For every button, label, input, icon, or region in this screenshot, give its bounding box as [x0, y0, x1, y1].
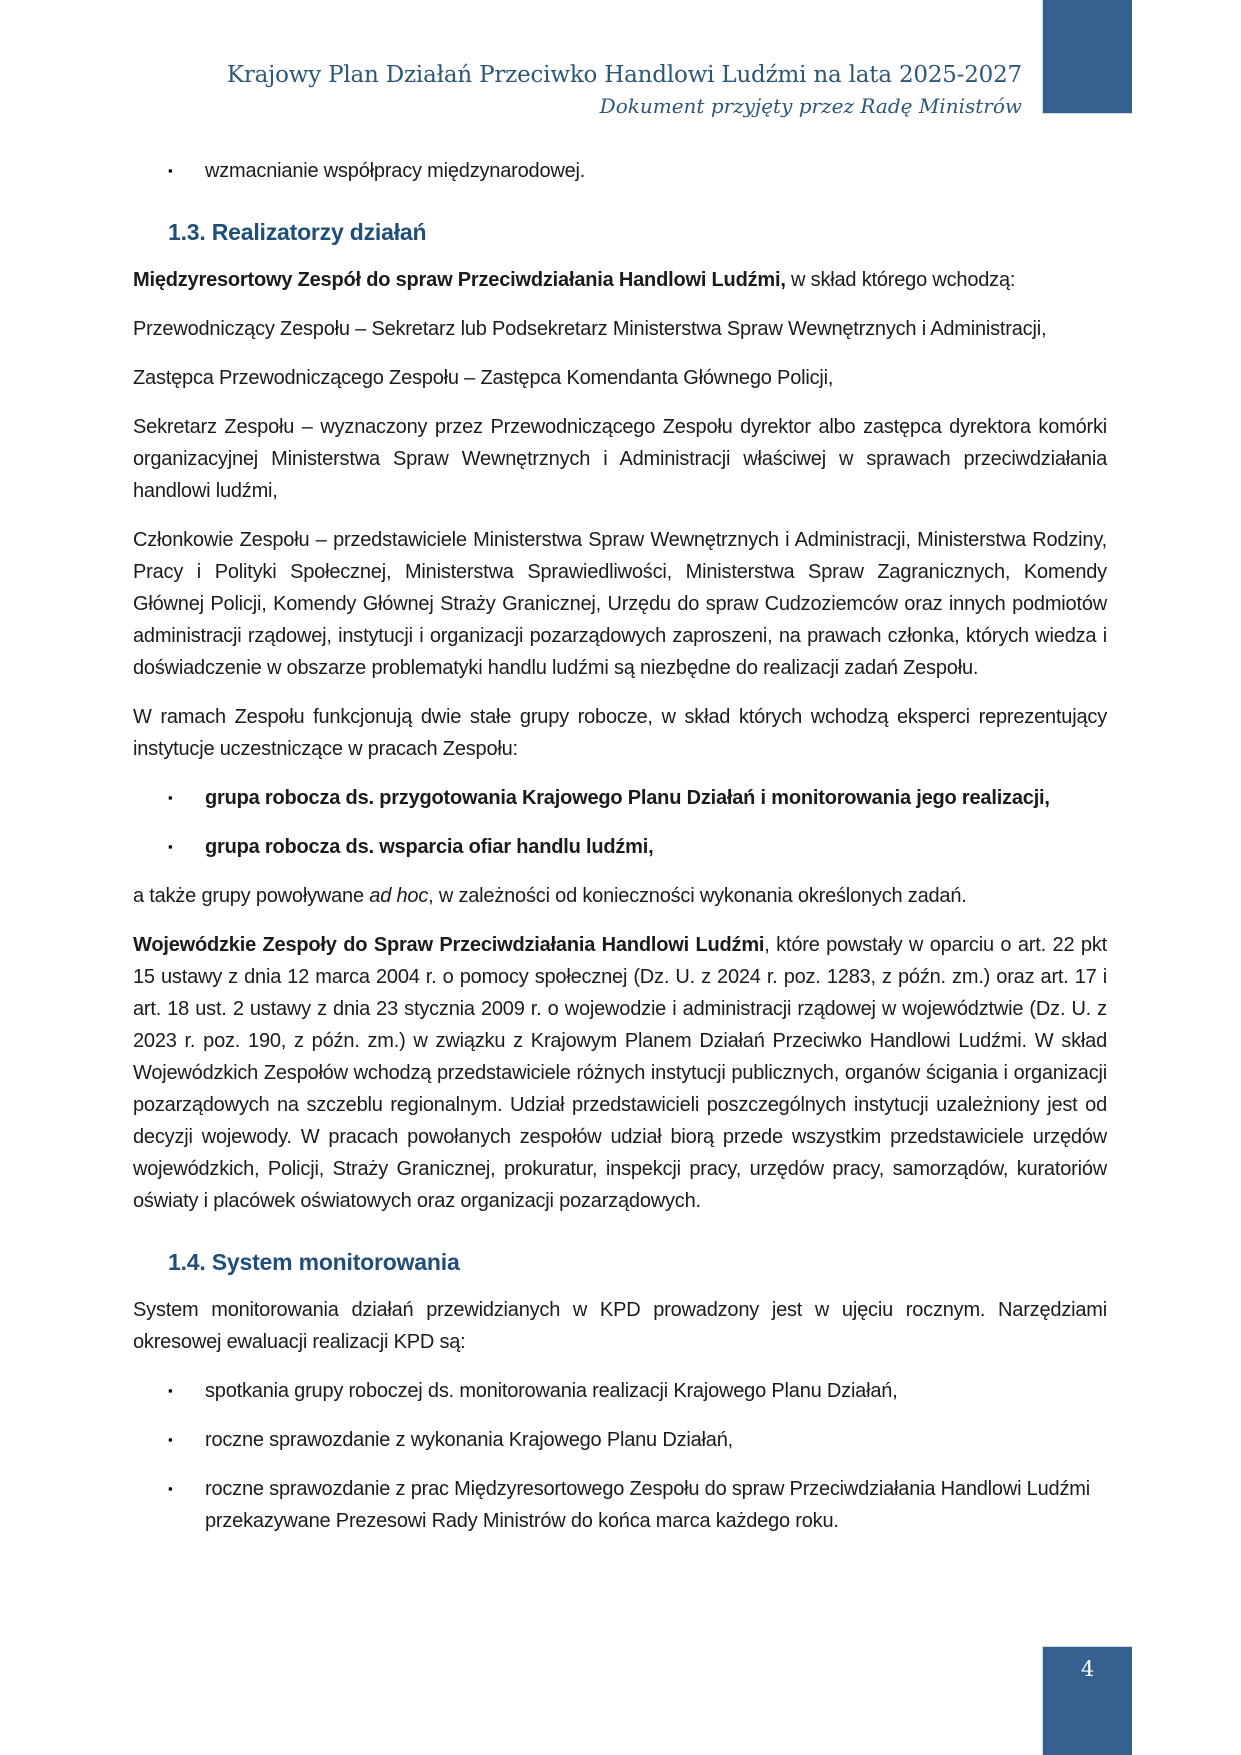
bullet-square-icon: ▪ [168, 1481, 173, 1496]
paragraph-adhoc [133, 880, 1107, 912]
bullet-square-icon: ▪ [168, 1432, 173, 1447]
list-item [133, 782, 1107, 814]
list-item [133, 831, 1107, 863]
paragraph-member-3: Sekretarz Zespołu – wyznaczony przez Przewodniczącego Zespołu dyrektor albo zastępca dyrektora komórki organizacyjnej Ministerstwa Spraw Wewnętrznych i Administracji właściwej w sprawach przeciwdziałania handlowi ludźmi, [133, 416, 1107, 502]
page-header [133, 60, 1022, 119]
header-accent-rectangle [1042, 0, 1132, 114]
paragraph-adhoc-post: , w zależności od konieczności wykonania określonych zadań. [428, 885, 967, 907]
document-body [133, 138, 1107, 1554]
list-item [133, 1424, 1107, 1456]
paragraph-member-1: Przewodniczący Zespołu – Sekretarz lub Podsekretarz Ministerstwa Spraw Wewnętrznych i Administracji, [133, 318, 1047, 340]
paragraph-adhoc-italic: ad hoc [369, 885, 429, 907]
bullet-square-icon: ▪ [168, 163, 173, 178]
paragraph-wojewodzkie [133, 929, 1107, 1217]
paragraph-wojewodzkie-bold: Wojewódzkie Zespoły do Spraw Przeciwdziałania Handlowi Ludźmi [133, 934, 765, 956]
paragraph-lead-rest: w skład którego wchodzą: [785, 269, 1016, 291]
page-number: 4 [1080, 1657, 1095, 1681]
paragraph-lead-bold: Międzyresortowy Zespół do spraw Przeciwdziałania Handlowi Ludźmi, [133, 269, 786, 291]
bullet-square-icon: ▪ [168, 790, 173, 805]
list-item [133, 155, 1107, 187]
bullet-square-icon: ▪ [168, 1383, 173, 1398]
list-item-text: roczne sprawozdanie z wykonania Krajowego Planu Działań, [205, 1429, 733, 1451]
list-item-text: grupa robocza ds. wsparcia ofiar handlu ludźmi, [205, 836, 654, 858]
list-item-text: grupa robocza ds. przygotowania Krajowego Planu Działań i monitorowania jego realizacji, [205, 787, 1050, 809]
list-item-text: wzmacnianie współpracy międzynarodowej. [205, 160, 586, 182]
paragraph-member-4: Członkowie Zespołu – przedstawiciele Ministerstwa Spraw Wewnętrznych i Administracji, Ministerstwa Rodziny, Pracy i Polityki Społecznej, Ministerstwa Sprawiedliwości, Ministerstwa Spraw Zagranicznych, Komendy Głównej Policji, Komendy Głównej Straży Granicznej, Urzędu do spraw Cudzoziemców oraz innych podmiotów administracji rządowej, instytucji i organizacji pozarządowych zaproszeni, na prawach członka, których wiedza i doświadczenie w obszarze problematyki handlu ludźmi są niezbędne do realizacji zadań Zespołu. [133, 529, 1107, 679]
footer-accent-rectangle [1042, 1646, 1132, 1755]
bullet-square-icon: ▪ [168, 839, 173, 854]
list-item-text: roczne sprawozdanie z prac Międzyresortowego Zespołu do spraw Przeciwdziałania Handlowi Ludźmi przekazywane Prezesowi Rady Ministrów do końca marca każdego roku. [205, 1478, 1090, 1532]
paragraph-groups-intro: W ramach Zespołu funkcjonują dwie stałe grupy robocze, w skład których wchodzą eksperci reprezentujący instytucje uczestniczące w pracach Zespołu: [133, 706, 1107, 760]
paragraph-adhoc-pre: a także grupy powoływane [133, 885, 370, 907]
paragraph-wojewodzkie-rest: , które powstały w oparciu o art. 22 pkt 15 ustawy z dnia 12 marca 2004 r. o pomocy społecznej (Dz. U. z 2024 r. poz. 1283, z późn. zm.) oraz art. 17 i art. 18 ust. 2 ustawy z dnia 23 stycznia 2009 r. o wojewodzie i administracji rządowej w województwie (Dz. U. z 2023 r. poz. 190, z późn. zm.) w związku z Krajowym Planem Działań Przeciwko Handlowi Ludźmi. W skład Wojewódzkich Zespołów wchodzą przedstawiciele różnych instytucji publicznych, organów ścigania i organizacji pozarządowych na szczeblu regionalnym. Udział przedstawicieli poszczególnych instytucji uzależniony jest od decyzji wojewody. W pracach powołanych zespołów udział biorą przede wszystkim przedstawiciele urzędów wojewódzkich, Policji, Straży Granicznej, prokuratur, inspekcji pracy, urzędów pracy, samorządów, kuratoriów oświaty i placówek oświatowych oraz organizacji pozarządowych. [133, 934, 1107, 1212]
document-title: Krajowy Plan Działań Przeciwko Handlowi Ludźmi na lata 2025-2027 [226, 62, 1022, 88]
list-item [133, 1473, 1107, 1537]
paragraph-monitoring-intro: System monitorowania działań przewidzianych w KPD prowadzony jest w ujęciu rocznym. Narzędziami okresowej ewaluacji realizacji KPD są: [133, 1299, 1107, 1353]
list-item-text: spotkania grupy roboczej ds. monitorowania realizacji Krajowego Planu Działań, [205, 1380, 898, 1402]
paragraph-member-2: Zastępca Przewodniczącego Zespołu – Zastępca Komendanta Głównego Policji, [133, 367, 834, 389]
document-subtitle: Dokument przyjęty przez Radę Ministrów [599, 94, 1022, 118]
list-item [133, 1375, 1107, 1407]
section-heading-1-4: 1.4. System monitorowania [168, 1249, 460, 1275]
section-heading-1-3: 1.3. Realizatorzy działań [168, 219, 427, 245]
paragraph-lead [133, 264, 1107, 296]
